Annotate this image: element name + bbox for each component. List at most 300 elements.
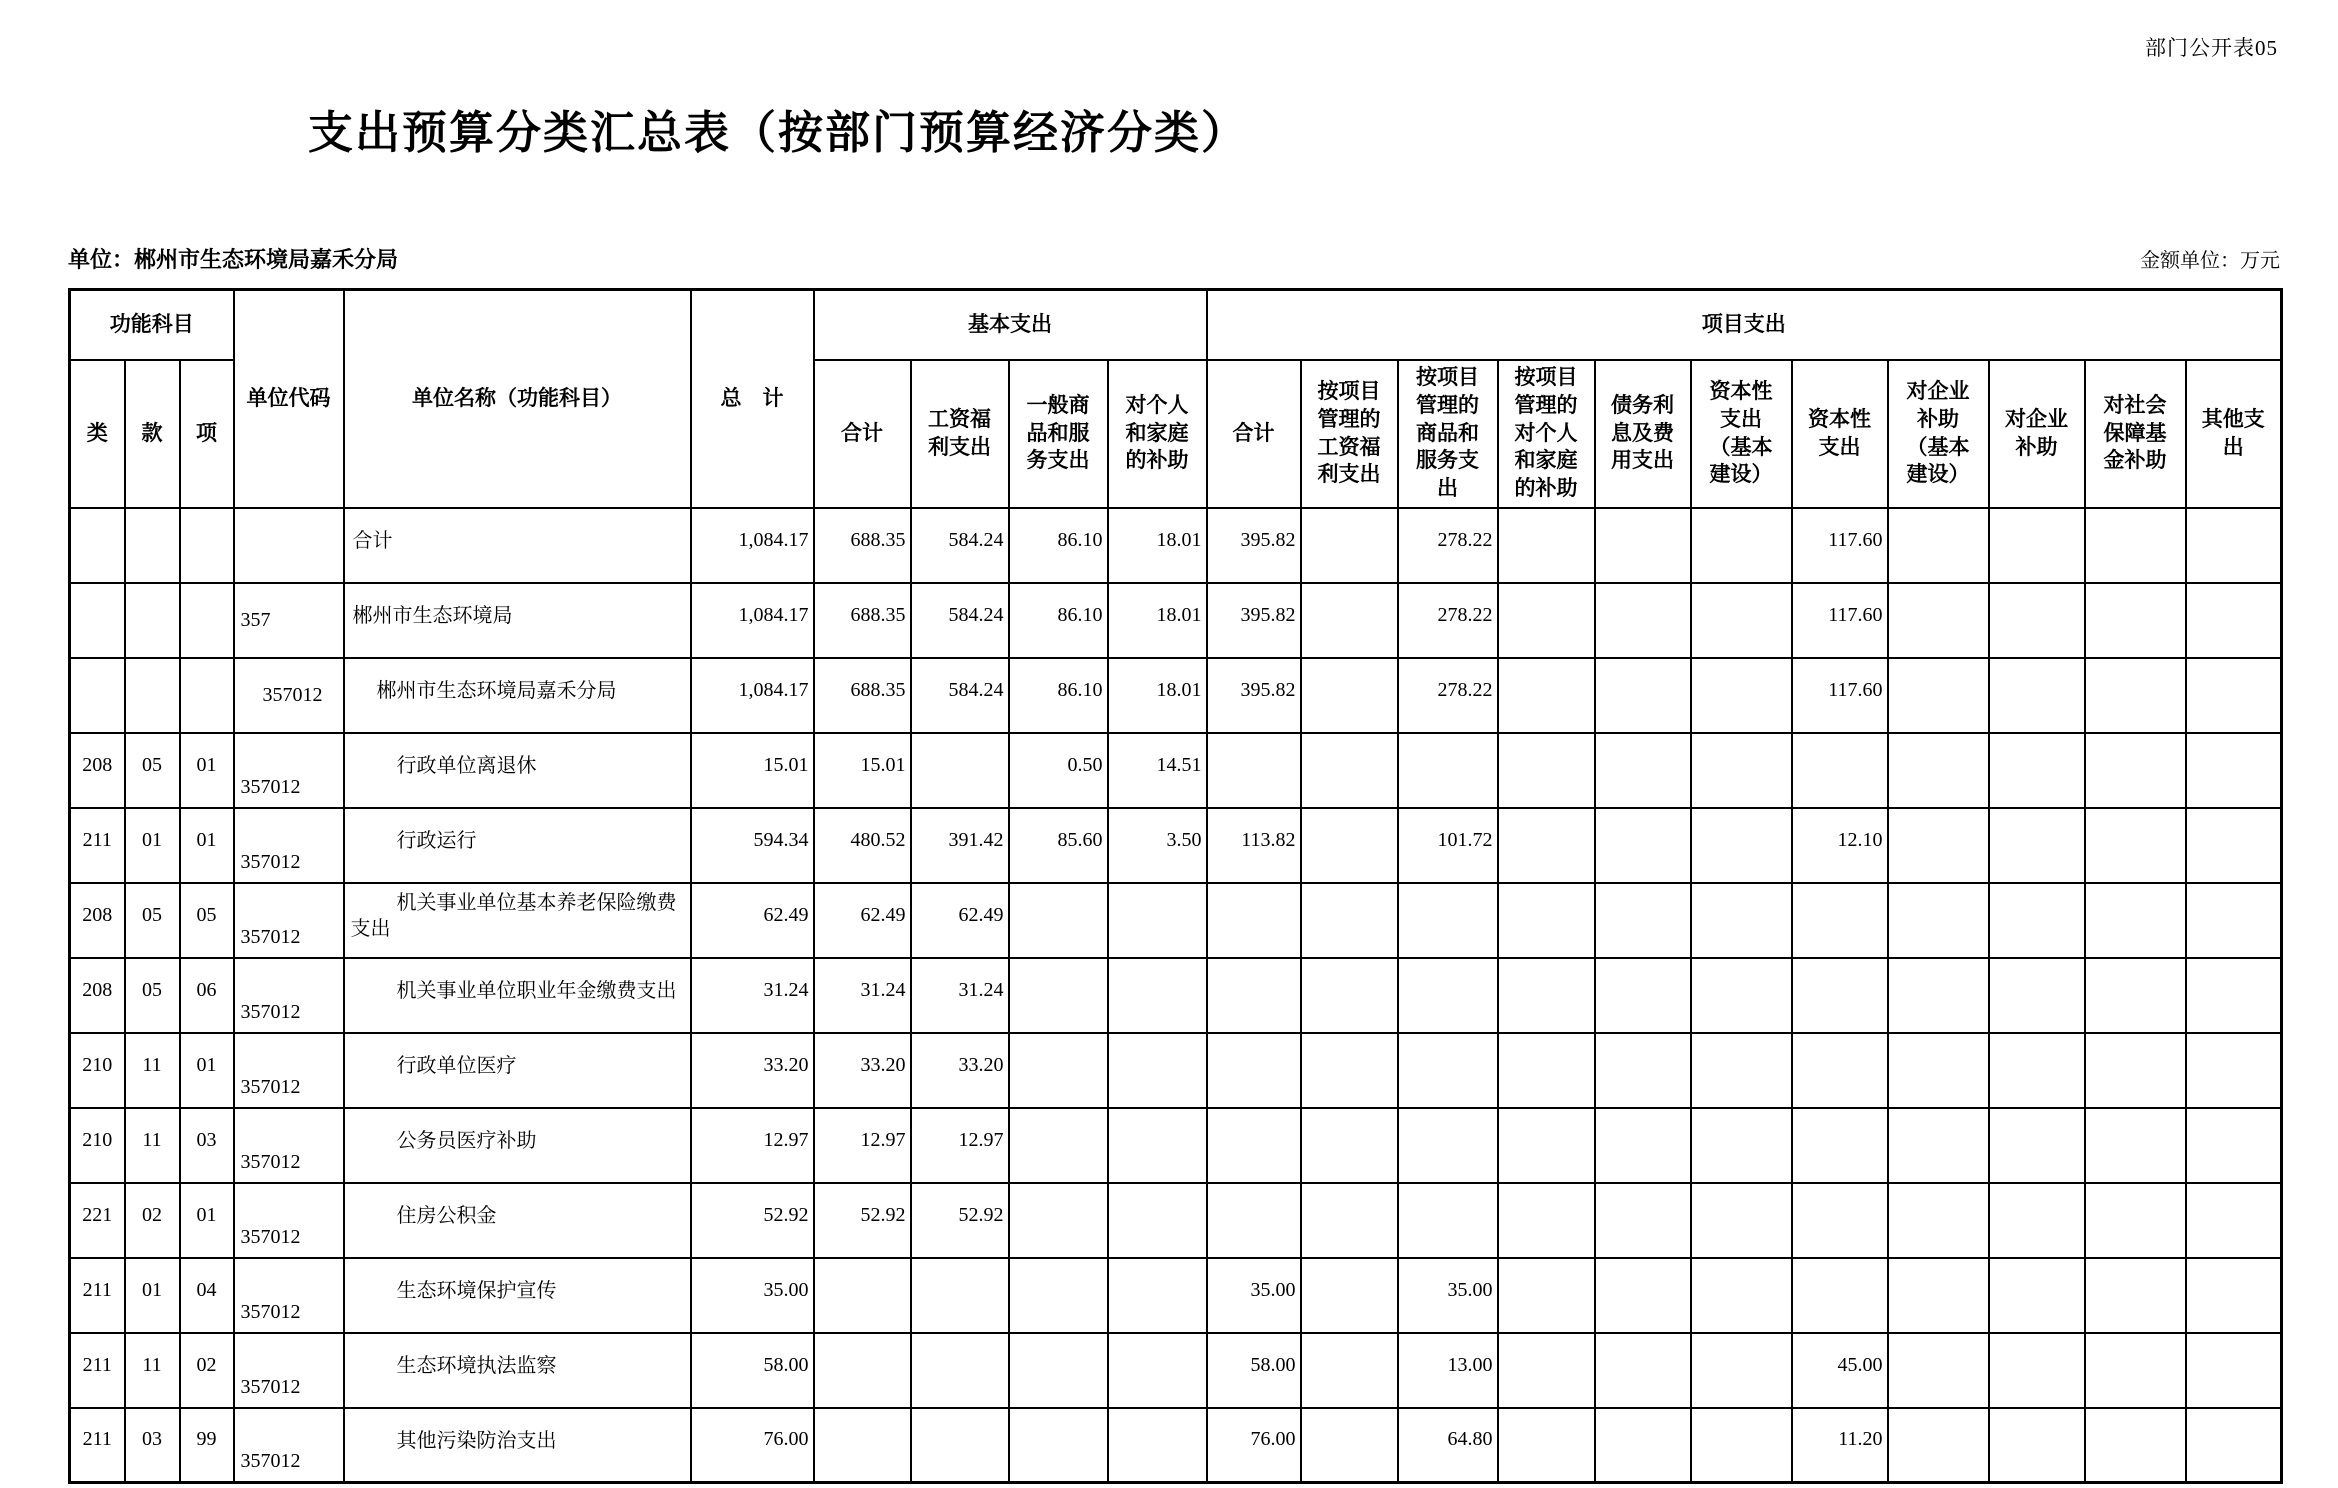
basic-goods-services-cell: 86.10 <box>1009 508 1108 583</box>
basic-goods-services-cell <box>1009 1258 1108 1333</box>
func-section-cell: 11 <box>125 1108 180 1183</box>
debt-interest-fees-cell <box>1595 733 1691 808</box>
project-individuals-families-cell <box>1498 1183 1595 1258</box>
capital-expenditure-cell: 12.10 <box>1792 808 1888 883</box>
capital-expenditure-cell: 117.60 <box>1792 508 1888 583</box>
unit-name-cell: 其他污染防治支出 <box>344 1408 691 1483</box>
project-individuals-families-cell <box>1498 808 1595 883</box>
func-section-cell: 05 <box>125 958 180 1033</box>
func-item-cell <box>180 583 234 658</box>
social-security-subsidy-cell <box>2085 733 2186 808</box>
enterprise-subsidy-cell <box>1989 583 2085 658</box>
basic-wages-cell <box>911 733 1009 808</box>
project-individuals-families-cell <box>1498 508 1595 583</box>
func-class-cell <box>70 508 125 583</box>
header-project-wages: 按项目管理的工资福利支出 <box>1301 360 1398 508</box>
capital-basic-construction-cell <box>1691 1033 1792 1108</box>
func-item-cell: 01 <box>180 1033 234 1108</box>
capital-basic-construction-cell <box>1691 883 1792 958</box>
header-social-security-subsidy: 对社会保障基金补助 <box>2085 360 2186 508</box>
capital-basic-construction-cell <box>1691 1258 1792 1333</box>
meta-row <box>68 243 2280 274</box>
header-basic-subtotal: 合计 <box>814 360 911 508</box>
basic-subtotal-cell: 688.35 <box>814 583 911 658</box>
grand-total-cell: 1,084.17 <box>691 658 814 733</box>
grand-total-cell: 594.34 <box>691 808 814 883</box>
basic-subtotal-cell <box>814 1258 911 1333</box>
basic-wages-cell: 52.92 <box>911 1183 1009 1258</box>
table-row <box>70 583 2282 658</box>
table-row <box>70 808 2282 883</box>
func-item-cell: 01 <box>180 1183 234 1258</box>
other-expenditure-cell <box>2186 733 2282 808</box>
table-row <box>70 958 2282 1033</box>
unit-code-cell: 357012 <box>234 733 344 808</box>
enterprise-subsidy-cell <box>1989 658 2085 733</box>
header-capital-expenditure: 资本性支出 <box>1792 360 1888 508</box>
basic-individuals-families-cell <box>1108 1408 1207 1483</box>
enterprise-subsidy-cell <box>1989 1033 2085 1108</box>
unit-code-cell: 357012 <box>234 658 344 733</box>
project-subtotal-cell: 113.82 <box>1207 808 1301 883</box>
enterprise-subsidy-construction-cell <box>1888 733 1989 808</box>
table-row <box>70 508 2282 583</box>
basic-subtotal-cell: 15.01 <box>814 733 911 808</box>
social-security-subsidy-cell <box>2085 658 2186 733</box>
project-wages-cell <box>1301 808 1398 883</box>
project-goods-services-cell: 278.22 <box>1398 658 1498 733</box>
basic-goods-services-cell: 85.60 <box>1009 808 1108 883</box>
unit-code-cell: 357012 <box>234 1408 344 1483</box>
unit-name-cell: 机关事业单位职业年金缴费支出 <box>344 958 691 1033</box>
enterprise-subsidy-construction-cell <box>1888 508 1989 583</box>
capital-expenditure-cell <box>1792 883 1888 958</box>
project-individuals-families-cell <box>1498 958 1595 1033</box>
func-item-cell: 06 <box>180 958 234 1033</box>
project-individuals-families-cell <box>1498 1333 1595 1408</box>
func-class-cell: 208 <box>70 883 125 958</box>
project-wages-cell <box>1301 1108 1398 1183</box>
func-section-cell: 03 <box>125 1408 180 1483</box>
debt-interest-fees-cell <box>1595 1408 1691 1483</box>
header-basic-goods-services: 一般商品和服务支出 <box>1009 360 1108 508</box>
other-expenditure-cell <box>2186 658 2282 733</box>
basic-goods-services-cell <box>1009 1333 1108 1408</box>
unit-name-cell: 行政单位离退休 <box>344 733 691 808</box>
func-item-cell: 01 <box>180 808 234 883</box>
enterprise-subsidy-cell <box>1989 1183 2085 1258</box>
unit-name-cell: 机关事业单位基本养老保险缴费支出 <box>344 883 691 958</box>
project-wages-cell <box>1301 508 1398 583</box>
basic-subtotal-cell <box>814 1408 911 1483</box>
enterprise-subsidy-construction-cell <box>1888 808 1989 883</box>
project-individuals-families-cell <box>1498 1108 1595 1183</box>
basic-individuals-families-cell <box>1108 1258 1207 1333</box>
debt-interest-fees-cell <box>1595 1258 1691 1333</box>
unit-name-cell: 合计 <box>344 508 691 583</box>
unit-code-cell: 357 <box>234 583 344 658</box>
header-basic-wages: 工资福利支出 <box>911 360 1009 508</box>
func-class-cell: 211 <box>70 1258 125 1333</box>
project-wages-cell <box>1301 1258 1398 1333</box>
enterprise-subsidy-construction-cell <box>1888 1108 1989 1183</box>
grand-total-cell: 1,084.17 <box>691 508 814 583</box>
unit-name-cell: 生态环境保护宣传 <box>344 1258 691 1333</box>
debt-interest-fees-cell <box>1595 583 1691 658</box>
grand-total-cell: 1,084.17 <box>691 583 814 658</box>
unit-name-cell: 行政运行 <box>344 808 691 883</box>
project-subtotal-cell: 76.00 <box>1207 1408 1301 1483</box>
project-goods-services-cell <box>1398 1108 1498 1183</box>
enterprise-subsidy-cell <box>1989 508 2085 583</box>
func-item-cell: 03 <box>180 1108 234 1183</box>
other-expenditure-cell <box>2186 1408 2282 1483</box>
capital-expenditure-cell <box>1792 1183 1888 1258</box>
table-row <box>70 883 2282 958</box>
unit-code-cell: 357012 <box>234 1108 344 1183</box>
func-section-cell: 11 <box>125 1033 180 1108</box>
unit-code-cell: 357012 <box>234 1258 344 1333</box>
basic-wages-cell <box>911 1333 1009 1408</box>
unit-name-cell: 生态环境执法监察 <box>344 1333 691 1408</box>
unit-code-cell: 357012 <box>234 1183 344 1258</box>
debt-interest-fees-cell <box>1595 808 1691 883</box>
project-subtotal-cell: 395.82 <box>1207 583 1301 658</box>
table-row <box>70 1333 2282 1408</box>
basic-wages-cell <box>911 1258 1009 1333</box>
header-functional-subject-group: 功能科目 <box>70 290 234 360</box>
capital-basic-construction-cell <box>1691 808 1792 883</box>
func-section-cell <box>125 583 180 658</box>
table-row <box>70 1408 2282 1483</box>
basic-subtotal-cell <box>814 1333 911 1408</box>
amount-unit-label: 金额单位：万元 <box>2140 250 2280 272</box>
table-row <box>70 1183 2282 1258</box>
grand-total-cell: 12.97 <box>691 1108 814 1183</box>
enterprise-subsidy-cell <box>1989 1108 2085 1183</box>
header-basic-individuals-families: 对个人和家庭的补助 <box>1108 360 1207 508</box>
debt-interest-fees-cell <box>1595 1033 1691 1108</box>
project-goods-services-cell: 278.22 <box>1398 508 1498 583</box>
header-row-groups <box>70 290 2282 360</box>
func-section-cell: 01 <box>125 808 180 883</box>
project-goods-services-cell <box>1398 1183 1498 1258</box>
capital-basic-construction-cell <box>1691 733 1792 808</box>
basic-individuals-families-cell: 14.51 <box>1108 733 1207 808</box>
enterprise-subsidy-construction-cell <box>1888 1333 1989 1408</box>
capital-basic-construction-cell <box>1691 958 1792 1033</box>
grand-total-cell: 62.49 <box>691 883 814 958</box>
basic-subtotal-cell: 688.35 <box>814 658 911 733</box>
basic-individuals-families-cell <box>1108 1108 1207 1183</box>
unit-code-cell <box>234 508 344 583</box>
basic-goods-services-cell <box>1009 1033 1108 1108</box>
debt-interest-fees-cell <box>1595 658 1691 733</box>
basic-subtotal-cell: 31.24 <box>814 958 911 1033</box>
debt-interest-fees-cell <box>1595 958 1691 1033</box>
basic-wages-cell: 33.20 <box>911 1033 1009 1108</box>
project-subtotal-cell <box>1207 958 1301 1033</box>
project-subtotal-cell <box>1207 733 1301 808</box>
social-security-subsidy-cell <box>2085 1108 2186 1183</box>
enterprise-subsidy-construction-cell <box>1888 658 1989 733</box>
other-expenditure-cell <box>2186 1183 2282 1258</box>
func-item-cell <box>180 508 234 583</box>
enterprise-subsidy-construction-cell <box>1888 1183 1989 1258</box>
capital-expenditure-cell <box>1792 733 1888 808</box>
other-expenditure-cell <box>2186 1258 2282 1333</box>
capital-expenditure-cell: 11.20 <box>1792 1408 1888 1483</box>
func-item-cell: 04 <box>180 1258 234 1333</box>
func-section-cell: 05 <box>125 733 180 808</box>
basic-individuals-families-cell <box>1108 958 1207 1033</box>
debt-interest-fees-cell <box>1595 883 1691 958</box>
func-class-cell: 211 <box>70 1408 125 1483</box>
project-individuals-families-cell <box>1498 1408 1595 1483</box>
social-security-subsidy-cell <box>2085 1183 2186 1258</box>
unit-name-cell: 住房公积金 <box>344 1183 691 1258</box>
social-security-subsidy-cell <box>2085 1333 2186 1408</box>
capital-expenditure-cell: 45.00 <box>1792 1333 1888 1408</box>
table-row <box>70 1108 2282 1183</box>
project-goods-services-cell <box>1398 733 1498 808</box>
page-title: 支出预算分类汇总表（按部门预算经济分类） <box>307 108 1249 158</box>
social-security-subsidy-cell <box>2085 808 2186 883</box>
social-security-subsidy-cell <box>2085 583 2186 658</box>
basic-wages-cell: 584.24 <box>911 658 1009 733</box>
basic-subtotal-cell: 33.20 <box>814 1033 911 1108</box>
func-class-cell: 210 <box>70 1033 125 1108</box>
header-unit-code: 单位代码 <box>234 290 344 508</box>
func-section-cell: 11 <box>125 1333 180 1408</box>
project-wages-cell <box>1301 733 1398 808</box>
social-security-subsidy-cell <box>2085 883 2186 958</box>
project-wages-cell <box>1301 958 1398 1033</box>
basic-wages-cell: 62.49 <box>911 883 1009 958</box>
capital-expenditure-cell <box>1792 958 1888 1033</box>
basic-goods-services-cell <box>1009 1408 1108 1483</box>
project-individuals-families-cell <box>1498 1033 1595 1108</box>
header-basic-expenditure-group: 基本支出 <box>814 290 1207 360</box>
capital-expenditure-cell: 117.60 <box>1792 583 1888 658</box>
unit-name-cell: 公务员医疗补助 <box>344 1108 691 1183</box>
social-security-subsidy-cell <box>2085 958 2186 1033</box>
capital-expenditure-cell <box>1792 1033 1888 1108</box>
unit-code-cell: 357012 <box>234 883 344 958</box>
func-class-cell: 210 <box>70 1108 125 1183</box>
other-expenditure-cell <box>2186 883 2282 958</box>
project-subtotal-cell: 35.00 <box>1207 1258 1301 1333</box>
header-section: 款 <box>125 360 180 508</box>
capital-basic-construction-cell <box>1691 1333 1792 1408</box>
project-goods-services-cell: 64.80 <box>1398 1408 1498 1483</box>
table-row <box>70 733 2282 808</box>
project-goods-services-cell <box>1398 1033 1498 1108</box>
func-section-cell <box>125 508 180 583</box>
debt-interest-fees-cell <box>1595 1108 1691 1183</box>
header-item: 项 <box>180 360 234 508</box>
capital-expenditure-cell <box>1792 1258 1888 1333</box>
capital-expenditure-cell: 117.60 <box>1792 658 1888 733</box>
basic-wages-cell: 584.24 <box>911 508 1009 583</box>
project-individuals-families-cell <box>1498 883 1595 958</box>
func-item-cell: 01 <box>180 733 234 808</box>
basic-goods-services-cell <box>1009 958 1108 1033</box>
header-grand-total: 总 计 <box>691 290 814 508</box>
header-project-goods-services: 按项目管理的商品和服务支出 <box>1398 360 1498 508</box>
project-wages-cell <box>1301 658 1398 733</box>
grand-total-cell: 76.00 <box>691 1408 814 1483</box>
project-goods-services-cell: 35.00 <box>1398 1258 1498 1333</box>
func-section-cell <box>125 658 180 733</box>
debt-interest-fees-cell <box>1595 1183 1691 1258</box>
basic-wages-cell: 584.24 <box>911 583 1009 658</box>
basic-individuals-families-cell <box>1108 1183 1207 1258</box>
enterprise-subsidy-cell <box>1989 958 2085 1033</box>
project-wages-cell <box>1301 1333 1398 1408</box>
basic-goods-services-cell <box>1009 883 1108 958</box>
project-subtotal-cell: 58.00 <box>1207 1333 1301 1408</box>
capital-basic-construction-cell <box>1691 1108 1792 1183</box>
table-row <box>70 1258 2282 1333</box>
header-class: 类 <box>70 360 125 508</box>
project-individuals-families-cell <box>1498 658 1595 733</box>
header-other-expenditure: 其他支出 <box>2186 360 2282 508</box>
grand-total-cell: 58.00 <box>691 1333 814 1408</box>
social-security-subsidy-cell <box>2085 1033 2186 1108</box>
basic-individuals-families-cell <box>1108 883 1207 958</box>
project-goods-services-cell <box>1398 958 1498 1033</box>
header-project-individuals-families: 按项目管理的对个人和家庭的补助 <box>1498 360 1595 508</box>
unit-name-cell: 郴州市生态环境局嘉禾分局 <box>344 658 691 733</box>
func-class-cell: 211 <box>70 808 125 883</box>
func-item-cell <box>180 658 234 733</box>
func-section-cell: 05 <box>125 883 180 958</box>
unit-name-cell: 郴州市生态环境局 <box>344 583 691 658</box>
header-enterprise-subsidy-construction: 对企业补助（基本建设） <box>1888 360 1989 508</box>
basic-individuals-families-cell <box>1108 1033 1207 1108</box>
func-section-cell: 02 <box>125 1183 180 1258</box>
project-goods-services-cell: 101.72 <box>1398 808 1498 883</box>
func-item-cell: 02 <box>180 1333 234 1408</box>
table-row <box>70 1033 2282 1108</box>
other-expenditure-cell <box>2186 508 2282 583</box>
basic-wages-cell: 391.42 <box>911 808 1009 883</box>
project-subtotal-cell <box>1207 1108 1301 1183</box>
unit-label: 单位：郴州市生态环境局嘉禾分局 <box>68 247 399 272</box>
social-security-subsidy-cell <box>2085 1258 2186 1333</box>
other-expenditure-cell <box>2186 583 2282 658</box>
enterprise-subsidy-cell <box>1989 883 2085 958</box>
other-expenditure-cell <box>2186 1333 2282 1408</box>
capital-basic-construction-cell <box>1691 1183 1792 1258</box>
enterprise-subsidy-cell <box>1989 1258 2085 1333</box>
func-class-cell: 211 <box>70 1333 125 1408</box>
header-unit-name: 单位名称（功能科目） <box>344 290 691 508</box>
table-row <box>70 658 2282 733</box>
unit-code-cell: 357012 <box>234 958 344 1033</box>
enterprise-subsidy-construction-cell <box>1888 1033 1989 1108</box>
basic-wages-cell <box>911 1408 1009 1483</box>
basic-individuals-families-cell: 18.01 <box>1108 508 1207 583</box>
other-expenditure-cell <box>2186 958 2282 1033</box>
enterprise-subsidy-construction-cell <box>1888 1408 1989 1483</box>
func-class-cell: 208 <box>70 958 125 1033</box>
capital-expenditure-cell <box>1792 1108 1888 1183</box>
project-wages-cell <box>1301 1408 1398 1483</box>
social-security-subsidy-cell <box>2085 1408 2186 1483</box>
grand-total-cell: 15.01 <box>691 733 814 808</box>
enterprise-subsidy-construction-cell <box>1888 958 1989 1033</box>
unit-code-cell: 357012 <box>234 1033 344 1108</box>
basic-subtotal-cell: 688.35 <box>814 508 911 583</box>
header-debt-interest-fees: 债务利息及费用支出 <box>1595 360 1691 508</box>
func-class-cell <box>70 583 125 658</box>
basic-wages-cell: 31.24 <box>911 958 1009 1033</box>
project-subtotal-cell <box>1207 883 1301 958</box>
project-individuals-families-cell <box>1498 733 1595 808</box>
other-expenditure-cell <box>2186 1108 2282 1183</box>
basic-wages-cell: 12.97 <box>911 1108 1009 1183</box>
project-goods-services-cell <box>1398 883 1498 958</box>
unit-code-cell: 357012 <box>234 808 344 883</box>
basic-goods-services-cell: 86.10 <box>1009 658 1108 733</box>
enterprise-subsidy-cell <box>1989 1408 2085 1483</box>
basic-subtotal-cell: 62.49 <box>814 883 911 958</box>
enterprise-subsidy-construction-cell <box>1888 1258 1989 1333</box>
project-subtotal-cell: 395.82 <box>1207 658 1301 733</box>
unit-name-cell: 行政单位医疗 <box>344 1033 691 1108</box>
project-subtotal-cell <box>1207 1033 1301 1108</box>
other-expenditure-cell <box>2186 808 2282 883</box>
func-class-cell: 221 <box>70 1183 125 1258</box>
basic-goods-services-cell: 86.10 <box>1009 583 1108 658</box>
basic-individuals-families-cell: 18.01 <box>1108 583 1207 658</box>
enterprise-subsidy-cell <box>1989 808 2085 883</box>
project-goods-services-cell: 13.00 <box>1398 1333 1498 1408</box>
basic-subtotal-cell: 480.52 <box>814 808 911 883</box>
grand-total-cell: 52.92 <box>691 1183 814 1258</box>
func-section-cell: 01 <box>125 1258 180 1333</box>
enterprise-subsidy-cell <box>1989 1333 2085 1408</box>
basic-goods-services-cell <box>1009 1183 1108 1258</box>
basic-goods-services-cell <box>1009 1108 1108 1183</box>
capital-basic-construction-cell <box>1691 1408 1792 1483</box>
grand-total-cell: 31.24 <box>691 958 814 1033</box>
debt-interest-fees-cell <box>1595 508 1691 583</box>
project-individuals-families-cell <box>1498 583 1595 658</box>
other-expenditure-cell <box>2186 1033 2282 1108</box>
func-class-cell: 208 <box>70 733 125 808</box>
budget-table <box>68 288 2283 1484</box>
debt-interest-fees-cell <box>1595 1333 1691 1408</box>
func-item-cell: 99 <box>180 1408 234 1483</box>
sheet-label: 部门公开表05 <box>2145 36 2278 60</box>
enterprise-subsidy-cell <box>1989 733 2085 808</box>
basic-individuals-families-cell <box>1108 1333 1207 1408</box>
grand-total-cell: 35.00 <box>691 1258 814 1333</box>
header-project-expenditure-group: 项目支出 <box>1207 290 2282 360</box>
basic-individuals-families-cell: 18.01 <box>1108 658 1207 733</box>
unit-code-cell: 357012 <box>234 1333 344 1408</box>
header-enterprise-subsidy: 对企业补助 <box>1989 360 2085 508</box>
capital-basic-construction-cell <box>1691 583 1792 658</box>
grand-total-cell: 33.20 <box>691 1033 814 1108</box>
project-wages-cell <box>1301 1183 1398 1258</box>
social-security-subsidy-cell <box>2085 508 2186 583</box>
project-subtotal-cell <box>1207 1183 1301 1258</box>
project-goods-services-cell: 278.22 <box>1398 583 1498 658</box>
